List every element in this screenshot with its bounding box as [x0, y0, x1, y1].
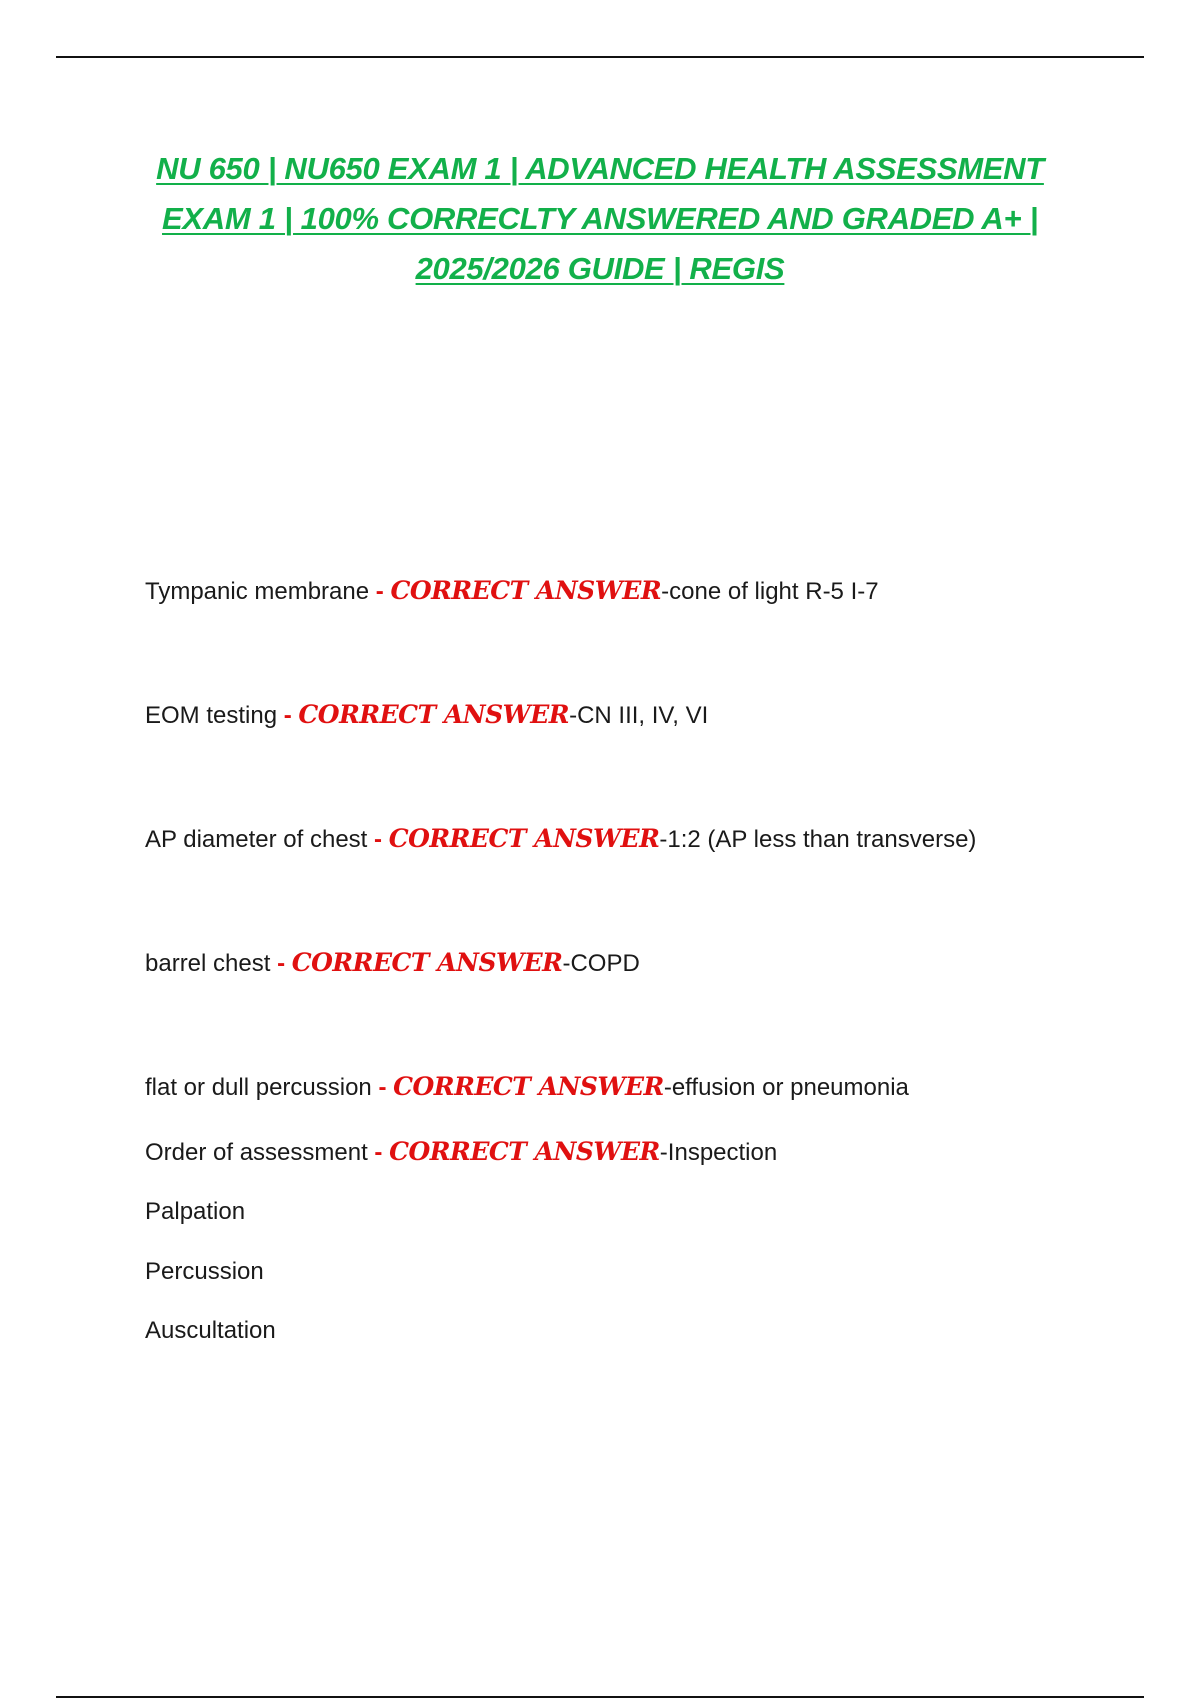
correct-answer-label: CORRECT ANSWER [389, 1137, 660, 1166]
question-text: barrel chest [145, 950, 271, 977]
bottom-rule [56, 1696, 1144, 1698]
answer-text: COPD [570, 950, 640, 977]
qa-item: flat or dull percussion - CORRECT ANSWER-effusion or pneumonia [145, 1072, 909, 1101]
top-rule [56, 56, 1144, 58]
correct-answer-label: CORRECT ANSWER [298, 700, 570, 729]
qa-item: EOM testing - CORRECT ANSWER-CN III, IV, VI [145, 700, 709, 729]
answer-text: 1:2 (AP less than transverse) [667, 826, 977, 853]
title-line: 2025/2026 GUIDE | REGIS [415, 251, 785, 286]
correct-answer-label: CORRECT ANSWER [393, 1072, 664, 1101]
qa-item: Order of assessment - CORRECT ANSWER-Inspection [145, 1137, 778, 1166]
question-text: flat or dull percussion [145, 1074, 372, 1101]
title-line: EXAM 1 | 100% CORRECLTY ANSWERED AND GRADED A+ | [162, 201, 1038, 236]
correct-answer-label: CORRECT ANSWER [390, 576, 662, 605]
correct-answer-label: CORRECT ANSWER [388, 824, 660, 853]
question-text: Tympanic membrane [145, 578, 370, 605]
answer-text: effusion or pneumonia [671, 1074, 909, 1101]
correct-answer-label: CORRECT ANSWER [291, 948, 563, 977]
order-step: Percussion [145, 1258, 264, 1285]
order-step: Palpation [145, 1198, 246, 1225]
order-step: Auscultation [145, 1317, 276, 1344]
question-text: EOM testing [145, 702, 278, 729]
document-title [100, 144, 1100, 294]
qa-item: barrel chest - CORRECT ANSWER-COPD [145, 948, 640, 977]
qa-item: AP diameter of chest - CORRECT ANSWER-1:2 (AP less than transverse) [145, 824, 977, 853]
answer-text: cone of light R-5 I-7 [669, 578, 879, 605]
qa-item: Tympanic membrane - CORRECT ANSWER-cone of light R-5 I-7 [145, 576, 879, 605]
title-line: NU 650 | NU650 EXAM 1 | ADVANCED HEALTH ASSESSMENT [156, 151, 1044, 186]
answer-text: Inspection [667, 1139, 778, 1166]
question-text: AP diameter of chest [145, 826, 368, 853]
question-text: Order of assessment [145, 1139, 368, 1166]
answer-text: CN III, IV, VI [577, 702, 709, 729]
